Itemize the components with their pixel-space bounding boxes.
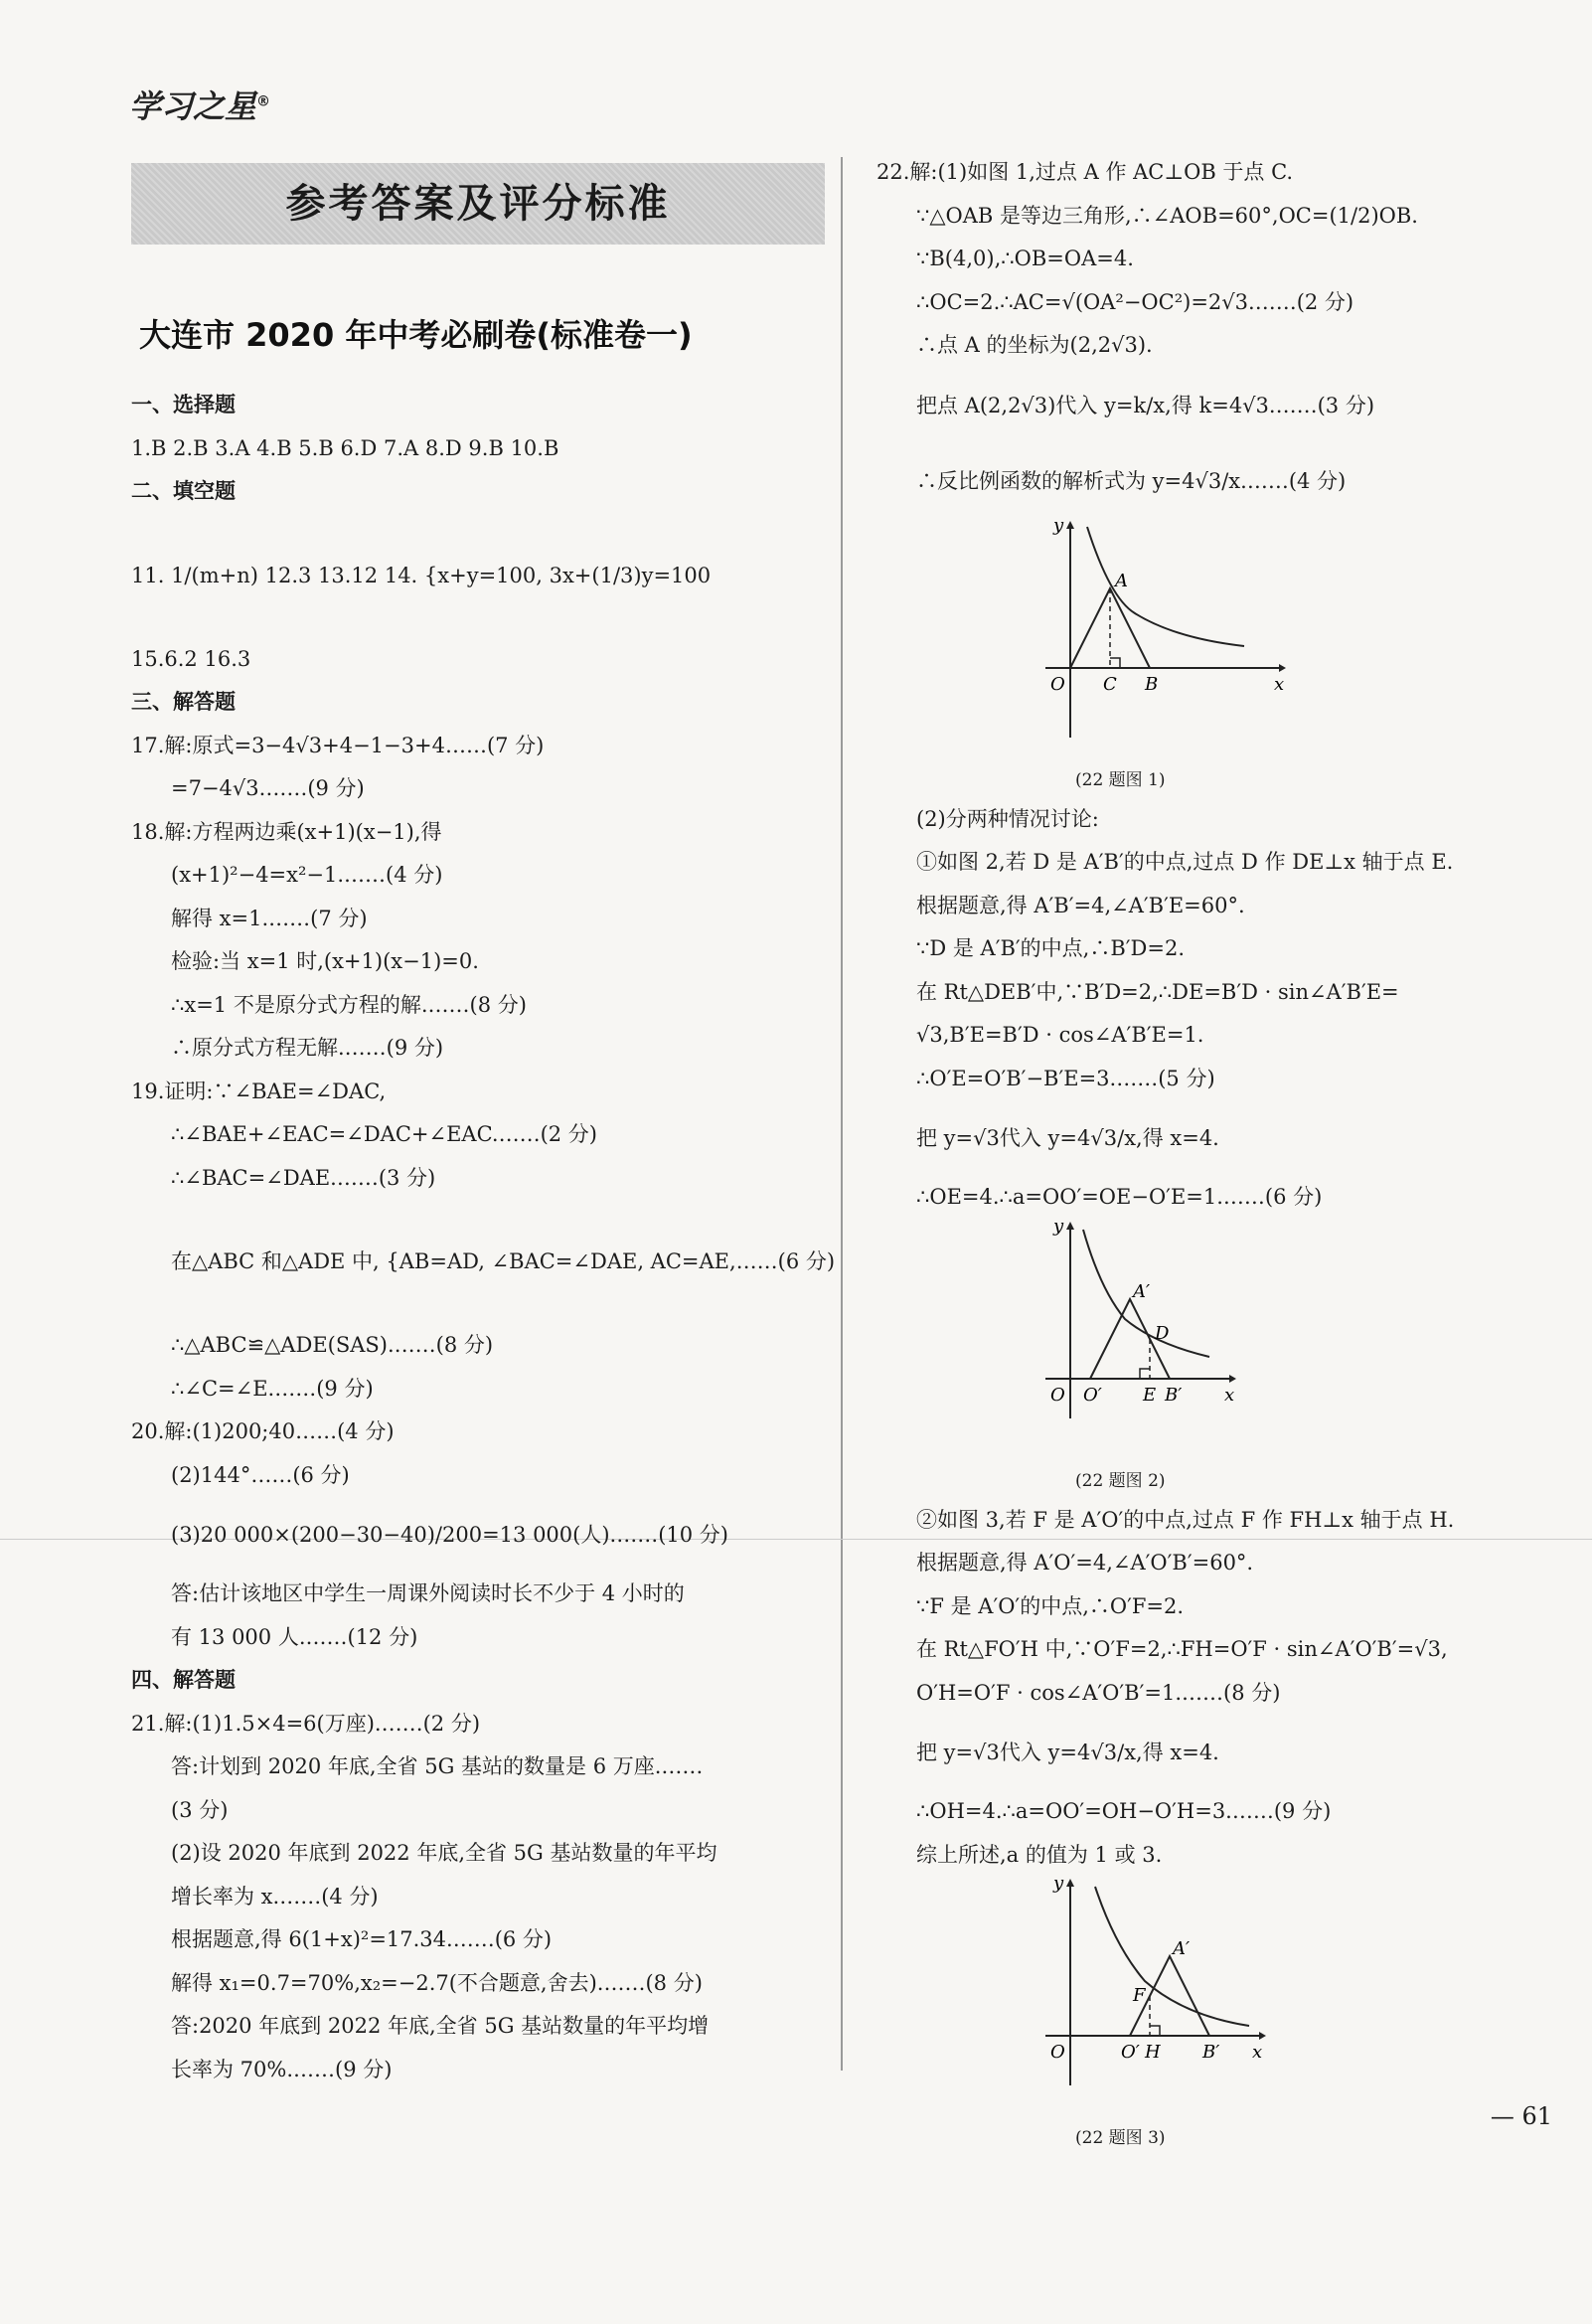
figure-22-3-wrapper: [876, 1877, 1532, 2120]
section-heading: 四、解答题: [131, 1668, 236, 1692]
left-answer-line: 检验:当 x=1 时,(x+1)(x−1)=0.: [171, 949, 479, 973]
fig2-e-label: E: [1143, 1384, 1157, 1406]
right-answer-line: ∵B(4,0),∴OB=OA=4.: [916, 247, 1134, 270]
figure-22-2-wrapper: [876, 1220, 1532, 1463]
section-banner: 参考答案及评分标准: [131, 163, 825, 245]
right-answer-line: ∴O′E=O′B′−B′E=3.……(5 分): [916, 1066, 1215, 1090]
section-heading: 三、解答题: [131, 690, 236, 714]
right-answer-line: ①如图 2,若 D 是 A′B′的中点,过点 D 作 DE⊥x 轴于点 E.: [916, 850, 1454, 874]
fig1-o-label: O: [1050, 673, 1065, 695]
left-answer-line: 15.6.2 16.3: [131, 646, 251, 671]
left-answer-line: 17.解:原式=3−4√3+4−1−3+4……(7 分): [131, 733, 545, 757]
right-answer-line: ∵△OAB 是等边三角形,∴∠AOB=60°,OC=(1/2)OB.: [916, 203, 1418, 228]
left-answer-line: 1.B 2.B 3.A 4.B 5.B 6.D 7.A 8.D 9.B 10.B: [131, 435, 559, 460]
right-answer-line: ②如图 3,若 F 是 A′O′的中点,过点 F 作 FH⊥x 轴于点 H.: [916, 1507, 1455, 1532]
right-answer-line: ∴OC=2.∴AC=√(OA²−OC²)=2√3.……(2 分): [916, 289, 1354, 314]
left-answer-column: [131, 384, 836, 2091]
left-answer-line: (2)设 2020 年底到 2022 年底,全省 5G 基站数量的年平均: [171, 1841, 717, 1865]
left-answer-line: 根据题意,得 6(1+x)²=17.34.……(6 分): [171, 1927, 553, 1951]
left-answer-line: 有 13 000 人.……(12 分): [171, 1624, 418, 1649]
fig1-y-label: y: [1053, 518, 1064, 536]
fig2-y-label: y: [1053, 1219, 1064, 1237]
figure-caption: (22 题图 1): [1075, 769, 1166, 790]
fig2-d-label: D: [1155, 1322, 1170, 1344]
right-answer-line: 综上所述,a 的值为 1 或 3.: [916, 1842, 1163, 1867]
figure-22-2: [1035, 1220, 1294, 1448]
fig3-o-label: O: [1050, 2042, 1065, 2063]
fig3-o-prime-label: O′: [1121, 2042, 1140, 2063]
left-answer-line: ∴△ABC≌△ADE(SAS).……(8 分): [171, 1333, 494, 1357]
left-answer-line: ∴∠BAE+∠EAC=∠DAC+∠EAC.……(2 分): [171, 1122, 598, 1146]
right-answer-line: 把点 A(2,2√3)代入 y=k/x,得 k=4√3.……(3 分): [916, 393, 1375, 417]
fig1-a-label: A: [1115, 570, 1128, 591]
left-answer-line: 答:估计该地区中学生一周课外阅读时长不少于 4 小时的: [171, 1581, 685, 1605]
page-number: — 61: [1490, 2102, 1552, 2130]
fig3-x-label: x: [1252, 2042, 1263, 2063]
fig3-h-label: H: [1145, 2042, 1161, 2063]
brand-logo: 学习之星®: [129, 87, 271, 125]
right-answer-line: ∴OE=4.∴a=OO′=OE−O′E=1.……(6 分): [916, 1185, 1323, 1209]
fig3-y-label: y: [1053, 1877, 1064, 1894]
column-divider: [841, 157, 843, 2071]
fig2-b-prime-label: B′: [1165, 1384, 1183, 1406]
right-answer-line: ∵F 是 A′O′的中点,∴O′F=2.: [916, 1593, 1185, 1618]
right-answer-line: 根据题意,得 A′B′=4,∠A′B′E=60°.: [916, 893, 1245, 917]
right-answer-line: (2)分两种情况讨论:: [916, 806, 1099, 831]
paper-title: 大连市 2020 年中考必刷卷(标准卷一): [139, 316, 693, 354]
fig1-c-label: C: [1103, 673, 1117, 695]
left-answer-line: ∴x=1 不是原分式方程的解.……(8 分): [171, 992, 527, 1017]
figure-22-3: [1035, 1877, 1294, 2105]
right-answer-line: 根据题意,得 A′O′=4,∠A′O′B′=60°.: [916, 1551, 1254, 1575]
fig3-b-prime-label: B′: [1202, 2042, 1220, 2063]
left-answer-line: 解得 x=1.……(7 分): [171, 906, 368, 930]
right-answer-line: ∴OH=4.∴a=OO′=OH−O′H=3.……(9 分): [916, 1799, 1332, 1823]
right-answer-column: [876, 151, 1532, 2156]
left-answer-line: 21.解:(1)1.5×4=6(万座).……(2 分): [131, 1711, 481, 1736]
left-answer-line: ∴∠C=∠E.……(9 分): [171, 1376, 374, 1401]
left-answer-line: (2)144°……(6 分): [171, 1462, 350, 1487]
fig3-a-label: A′: [1173, 1938, 1191, 1959]
fig1-x-label: x: [1274, 673, 1285, 695]
section-heading: 一、选择题: [131, 393, 236, 416]
figure-22-1-wrapper: [876, 519, 1532, 762]
left-answer-line: 答:计划到 2020 年底,全省 5G 基站的数量是 6 万座.……: [171, 1754, 704, 1778]
right-answer-line: 在 Rt△DEB′中,∵B′D=2,∴DE=B′D · sin∠A′B′E=: [916, 979, 1399, 1004]
right-answer-line: O′H=O′F · cos∠A′O′B′=1.……(8 分): [916, 1680, 1281, 1705]
left-answer-line: =7−4√3.……(9 分): [171, 776, 365, 800]
fig3-f-label: F: [1133, 1985, 1146, 2006]
left-answer-line: 解得 x₁=0.7=70%,x₂=−2.7(不合题意,舍去).……(8 分): [171, 1970, 703, 1995]
left-answer-line: (x+1)²−4=x²−1.……(4 分): [171, 863, 443, 887]
fig2-o-prime-label: O′: [1083, 1384, 1102, 1406]
left-answer-line: 20.解:(1)200;40……(4 分): [131, 1419, 395, 1443]
right-answer-line: 在 Rt△FO′H 中,∵O′F=2,∴FH=O′F · sin∠A′O′B′=√3,: [916, 1637, 1448, 1661]
fig2-a-label: A′: [1133, 1280, 1151, 1302]
fig2-x-label: x: [1224, 1384, 1235, 1406]
right-answer-line: √3,B′E=B′D · cos∠A′B′E=1.: [916, 1023, 1204, 1047]
left-answer-line: (3 分): [171, 1797, 229, 1822]
figure-22-1: [1035, 519, 1294, 747]
left-answer-line: 在△ABC 和△ADE 中, {AB=AD, ∠BAC=∠DAE, AC=AE,……(6 分): [171, 1249, 836, 1273]
section-heading: 二、填空题: [131, 479, 236, 503]
right-answer-line: ∴点 A 的坐标为(2,2√3).: [916, 333, 1153, 357]
right-answer-line: 把 y=√3代入 y=4√3/x,得 x=4.: [916, 1741, 1219, 1764]
left-answer-line: 11. 1/(m+n) 12.3 13.12 14. {x+y=100, 3x+(1/3)y=100: [131, 563, 712, 587]
left-answer-line: ∴原分式方程无解.……(9 分): [171, 1036, 444, 1060]
left-answer-line: 答:2020 年底到 2022 年底,全省 5G 基站数量的年平均增: [171, 2014, 710, 2038]
right-answer-line: ∵D 是 A′B′的中点,∴B′D=2.: [916, 936, 1186, 960]
left-answer-line: 18.解:方程两边乘(x+1)(x−1),得: [131, 819, 442, 844]
figure-caption: (22 题图 3): [1075, 2128, 1166, 2148]
left-answer-line: 增长率为 x.……(4 分): [171, 1884, 379, 1909]
left-answer-line: ∴∠BAC=∠DAE.……(3 分): [171, 1165, 436, 1190]
right-answer-line: ∴反比例函数的解析式为 y=4√3/x.……(4 分): [916, 468, 1347, 493]
fig2-o-label: O: [1050, 1384, 1065, 1406]
right-answer-line: 22.解:(1)如图 1,过点 A 作 AC⊥OB 于点 C.: [876, 160, 1294, 184]
left-answer-line: 19.证明:∵∠BAE=∠DAC,: [131, 1079, 387, 1103]
left-answer-line: (3)20 000×(200−30−40)/200=13 000(人).……(10 分): [171, 1523, 729, 1547]
figure-caption: (22 题图 2): [1075, 1470, 1166, 1491]
fig1-b-label: B: [1145, 673, 1159, 695]
left-answer-line: 长率为 70%.……(9 分): [171, 2057, 393, 2081]
right-answer-line: 把 y=√3代入 y=4√3/x,得 x=4.: [916, 1126, 1219, 1150]
